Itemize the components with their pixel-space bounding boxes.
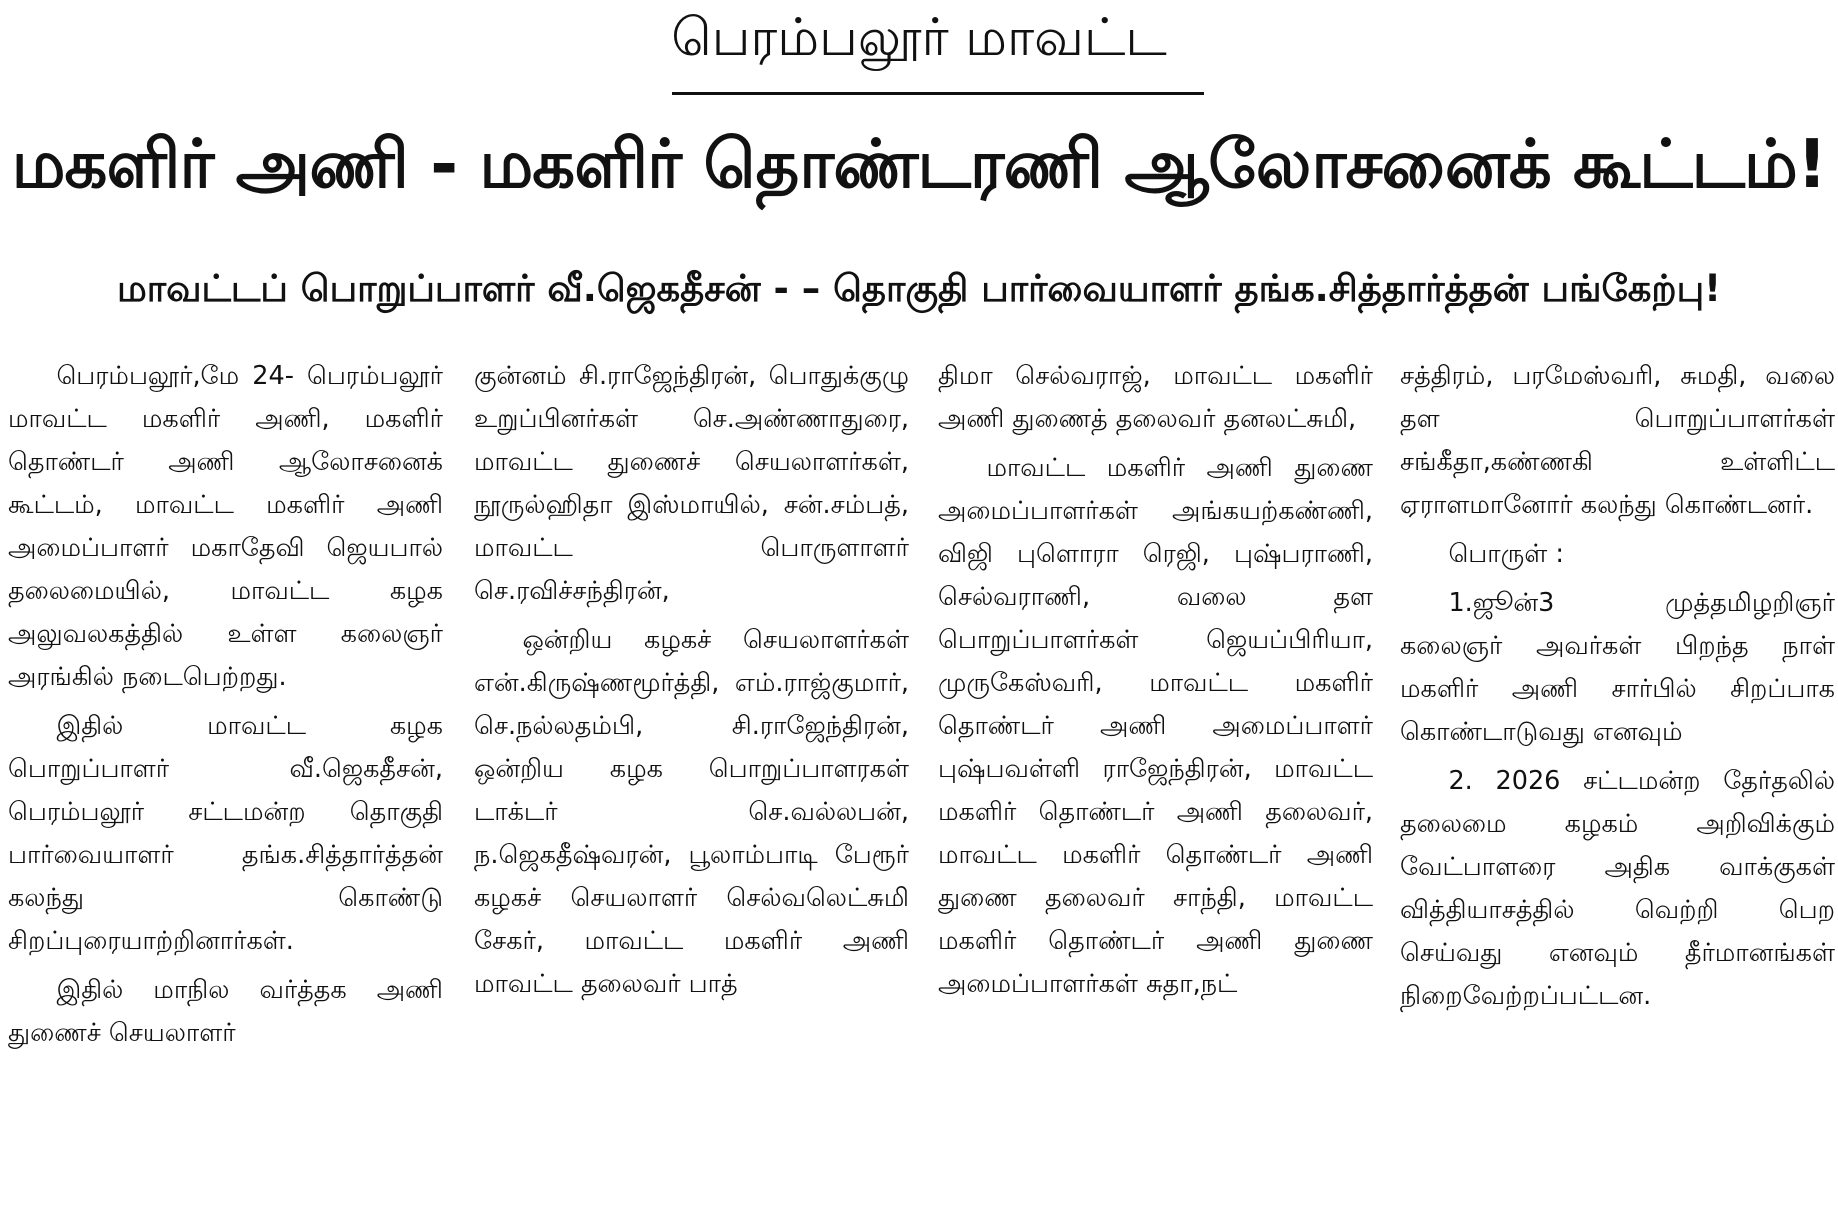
paragraph: திமா செல்வராஜ், மாவட்ட மகளிர் அணி துணைத் தலைவர் தனலட்சுமி,	[938, 361, 1373, 434]
article-column-1	[8, 355, 443, 1061]
paragraph: ஒன்றிய கழகச் செயலாளர்கள் என்.கிருஷ்ணமூர்த்தி, எம்.ராஜ்குமார், செ.நல்லதம்பி, சி.ராஜேந்திரன், ஒன்றிய கழக பொறுப்பாளரகள் டாக்டர் செ.வல்லபன், ந.ஜெகதீஷ்வரன், பூலாம்பாடி பேரூர் கழகச் செயலாளர் செல்வலெட்சுமி சேகர், மாவட்ட மகளிர் அணி மாவட்ட தலைவர் பாத்	[474, 625, 909, 999]
article-column-2	[474, 355, 909, 1012]
paragraph: 1.ஜூன்3 முத்தமிழறிஞர் கலைஞர் அவர்கள் பிறந்த நாள் மகளிர் அணி சார்பில் சிறப்பாக கொண்டாடுவது எனவும்	[1400, 588, 1835, 747]
kicker-title: பெரம்பலூர் மாவட்ட	[671, 8, 1167, 68]
paragraph: இதில் மாநில வர்த்தக அணி துணைச் செயலாளர்	[8, 975, 443, 1048]
kicker-underline	[672, 92, 1204, 95]
paragraph: 2. 2026 சட்டமன்ற தேர்தலில் தலைமை கழகம் அறிவிக்கும் வேட்பாளரை அதிக வாக்குகள் வித்தியாசத்தில் வெற்றி பெற செய்வது எனவும் தீர்மானங்கள் நிறைவேற்றப்பட்டன.	[1400, 766, 1835, 1011]
paragraph: பெரம்பலூர்,மே 24- பெரம்பலூர் மாவட்ட மகளிர் அணி, மகளிர் தொண்டர் அணி ஆலோசனைக் கூட்டம், மாவட்ட மகளிர் அணி அமைப்பாளர் மகாதேவி ஜெயபால் தலைமையில், மாவட்ட கழக அலுவலகத்தில் உள்ள கலைஞர் அரங்கில் நடைபெற்றது.	[8, 361, 443, 692]
article-column-3	[938, 355, 1373, 1012]
paragraph: இதில் மாவட்ட கழக பொறுப்பாளர் வீ.ஜெகதீசன், பெரம்பலூர் சட்டமன்ற தொகுதி பார்வையாளர் தங்க.சித்தார்த்தன் கலந்து கொண்டு சிறப்புரையாற்றினார்கள்.	[8, 711, 443, 956]
paragraph: குன்னம் சி.ராஜேந்திரன், பொதுக்குழு உறுப்பினர்கள் செ.அண்ணாதுரை, மாவட்ட துணைச் செயலாளர்கள், நூருல்ஹிதா இஸ்மாயில், சன்.சம்பத், மாவட்ட பொருளாளர் செ.ரவிச்சந்திரன்,	[474, 361, 909, 606]
paragraph: சத்திரம், பரமேஸ்வரி, சுமதி, வலை தள பொறுப்பாளர்கள் சங்கீதா,கண்ணகி உள்ளிட்ட ஏராளமானோர் கலந்து கொண்டனர்.	[1400, 361, 1835, 520]
headline: மகளிர் அணி - மகளிர் தொண்டரணி ஆலோசனைக் கூட்டம்!	[11, 125, 1827, 203]
article-column-4	[1400, 355, 1835, 1024]
paragraph: மாவட்ட மகளிர் அணி துணை அமைப்பாளர்கள் அங்கயற்கண்ணி, விஜி புளொரா ரெஜி, புஷ்பராணி, செல்வராணி, வலை தள பொறுப்பாளர்கள் ஜெயப்பிரியா, முருகேஸ்வரி, மாவட்ட மகளிர் தொண்டர் அணி அமைப்பாளர் புஷ்பவள்ளி ராஜேந்திரன், மாவட்ட மகளிர் தொண்டர் அணி தலைவர், மாவட்ட மகளிர் தொண்டர் அணி துணை தலைவர் சாந்தி, மாவட்ட மகளிர் தொண்டர் அணி துணை அமைப்பாளர்கள் சுதா,நட்	[938, 453, 1373, 999]
paragraph: பொருள் :	[1448, 539, 1564, 569]
subheadline: மாவட்டப் பொறுப்பாளர் வீ.ஜெகதீசன் - – தொகுதி பார்வையாளர் தங்க.சித்தார்த்தன் பங்கேற்பு!	[116, 267, 1722, 310]
